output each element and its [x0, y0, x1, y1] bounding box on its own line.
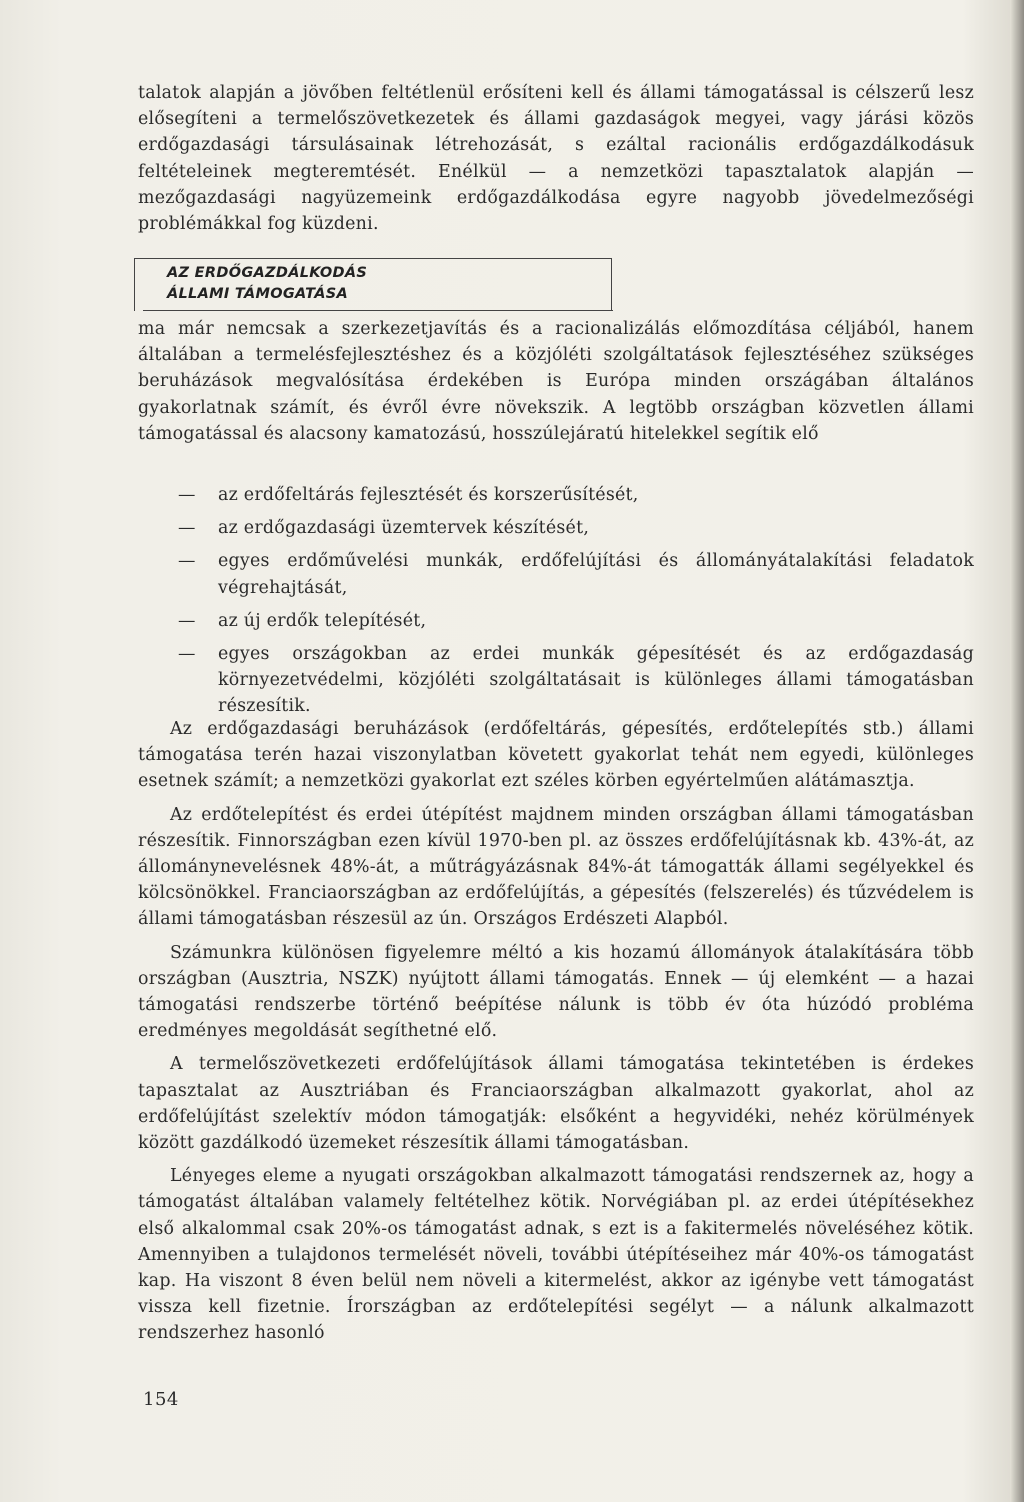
- list-item: [138, 548, 974, 600]
- page-edge-shadow: [1010, 0, 1024, 1502]
- body-paragraph: A termelőszövetkezeti erdőfelújítások állami támogatása tekintetében is érdekes tapasztalat az Ausztriában és Franciaországban alkalmazott gyakorlat, ahol az erdőfelújítást szelektív módon támogatják: elsőként a hegyvidéki, nehéz körülmények között gazdálkodó üzemeket részesítik állami támogatásban.: [138, 1054, 974, 1154]
- list-item-text: az erdőfeltárás fejlesztését és korszerűsítését,: [218, 485, 639, 505]
- intro-paragraph: ma már nemcsak a szerkezetjavítás és a racionalizálás előmozdítása céljából, hanem általában a termelésfejlesztéshez és a közjóléti szolgáltatások fejlesztéséhez szükséges beruházások megvalósítása érdekében is Európa minden országában általános gyakorlatnak számít, és évről évre növekszik. A legtöbb országban közvetlen állami támogatással és alacsony kamatozású, hosszúlejáratú hitelekkel segítik elő: [138, 319, 974, 444]
- list-item: [138, 608, 974, 634]
- list-dash: —: [178, 610, 196, 631]
- support-list: [138, 482, 974, 727]
- body-paragraph: Számunkra különösen figyelemre méltó a kis hozamú állományok átalakítására több országban (Ausztria, NSZK) nyújtott állami támogatás. Ennek — új elemként — a hazai támogatási rendszerbe történő beépítése nálunk is több év óta húzódó probléma eredményes megoldását segíthetné elő.: [138, 942, 974, 1042]
- list-item: [138, 482, 974, 508]
- page-number: 154: [143, 1389, 179, 1410]
- list-dash: —: [178, 518, 196, 539]
- list-dash: —: [178, 485, 196, 505]
- body-paragraph: Lényeges eleme a nyugati országokban alkalmazott támogatási rendszernek az, hogy a támogatást általában valamely feltételhez kötik. Norvégiában pl. az erdei útépítésekhez első alkalommal csak 20%-os támogatást adnak, s ezt is a fakitermelés növeléséhez kötik. Amennyiben a tulajdonos termelését növeli, további útépítéseihez már 40%-os támogatást kap. Ha viszont 8 éven belül nem növeli a kitermelést, akkor az igénybe vett támogatást vissza kell fizetnie. Írországban az erdőtelepítési segélyt — a nálunk alkalmazott rendszerhez hasonló: [138, 1166, 974, 1344]
- body-text-block: [138, 716, 974, 1354]
- list-item-text: egyes erdőművelési munkák, erdőfelújítási és állományátalakítási feladatok végrehajtását,: [218, 551, 974, 598]
- list-item-text: az erdőgazdasági üzemtervek készítését,: [218, 518, 590, 539]
- section-heading-line-2: ÁLLAMI TÁMOGATÁSA: [167, 286, 349, 302]
- list-item-text: az új erdők telepítését,: [218, 610, 427, 631]
- list-dash: —: [178, 551, 196, 572]
- list-item: [138, 641, 974, 720]
- section-heading-box: [134, 258, 612, 311]
- body-paragraph: Az erdőtelepítést és erdei útépítést majdnem minden országban állami támogatásban részesítik. Finnországban ezen kívül 1970-ben pl. az összes erdőfelújításnak kb. 43%-át, az állománynevelésnek 48%-át, a műtrágyázásnak 84%-át támogatták állami segélyekkel és kölcsönökkel. Franciaországban az erdőfelújítás, a gépesítés (felszerelés) és tűzvédelem is állami támogatásban részesül az ún. Országos Erdészeti Alapból.: [138, 804, 974, 930]
- list-dash: —: [178, 644, 196, 665]
- section-heading-line-1: AZ ERDŐGAZDÁLKODÁS: [167, 265, 368, 281]
- intro-text-block: [138, 316, 974, 447]
- list-item-text: egyes országokban az erdei munkák gépesítését és az erdőgazdaság környezetvédelmi, közjóléti szolgáltatásait is különleges állami támogatásban részesítik.: [218, 644, 974, 717]
- top-paragraph: talatok alapján a jövőben feltétlenül erősíteni kell és állami támogatással is célszerű lesz elősegíteni a termelőszövetkezetek és állami gazdaságok megyei, vagy járási közös erdőgazdasági társulásainak létrehozását, s ezáltal racionális erdőgazdálkodásuk feltételeinek megteremtését. Enélkül — a nemzetközi tapasztalatok alapján — mezőgazdasági nagyüzemeink erdőgazdálkodása egyre nagyobb jövedelmezőségi problémákkal fog küzdeni.: [138, 83, 974, 235]
- top-text-block: [138, 80, 974, 237]
- list-item: [138, 515, 974, 541]
- body-paragraph: Az erdőgazdasági beruházások (erdőfeltárás, gépesítés, erdőtelepítés stb.) állami támogatása terén hazai viszonylatban követett gyakorlat tehát nem egyedi, különleges esetnek számít; a nemzetközi gyakorlat ezt széles körben egyértelműen alátámasztja.: [138, 719, 974, 792]
